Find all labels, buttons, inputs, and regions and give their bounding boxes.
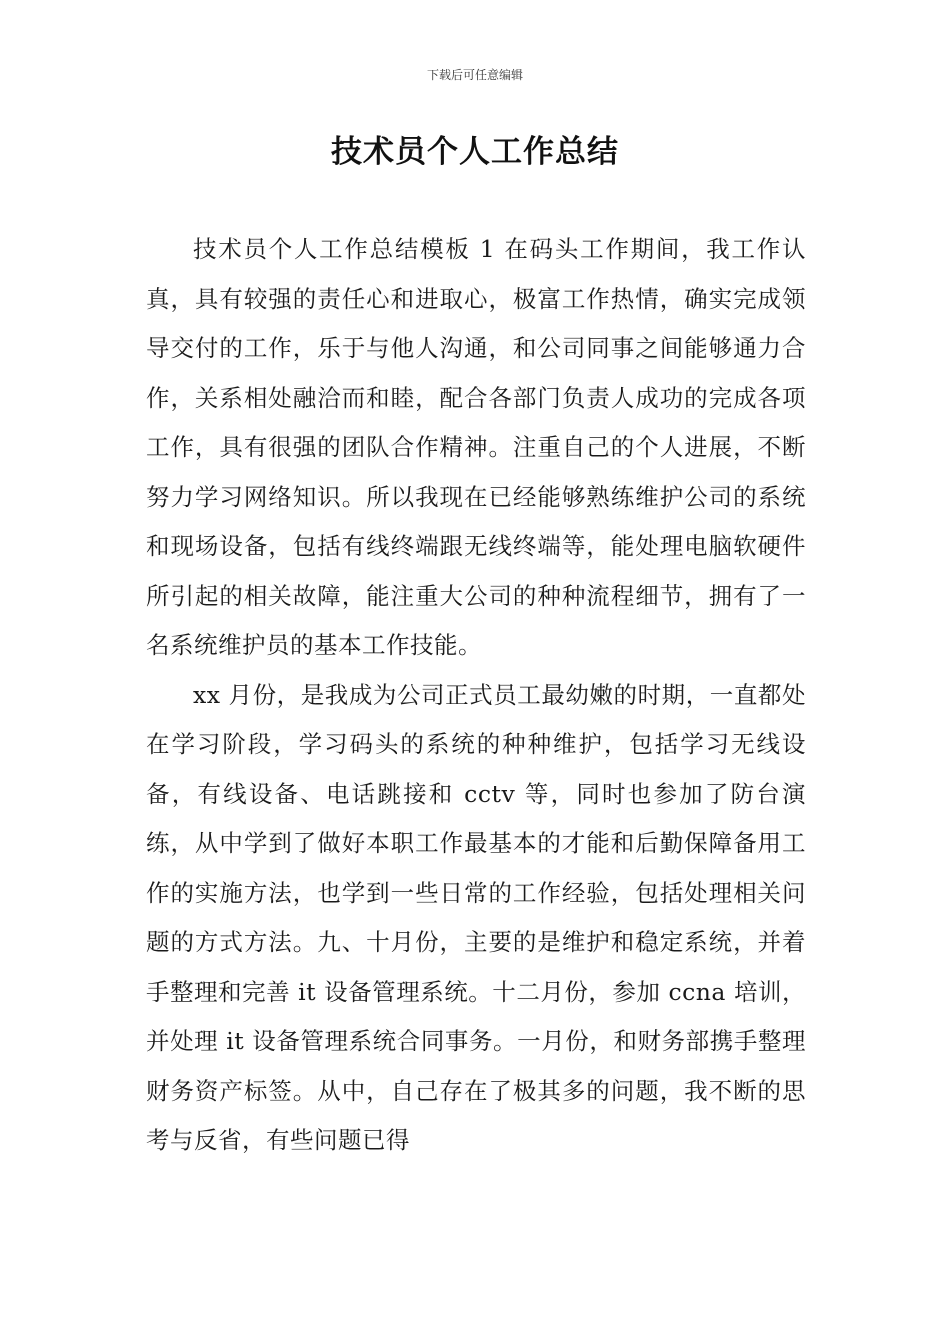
document-title: 技术员个人工作总结 bbox=[331, 134, 619, 170]
paragraph-2: xx 月份，是我成为公司正式员工最幼嫩的时期，一直都处在学习阶段，学习码头的系统的种种维护，包括学习无线设备，有线设备、电话跳接和 cctv 等，同时也参加了防台演练，从中学到了做好本职工作最基本的才能和后勤保障备用工作的实施方法，也学到一些日常的工作经验，包括处理相关问题的方式方法。九、十月份，主要的是维护和稳定系统，并着手整理和完善 it 设备管理系统。十二月份，参加 ccna 培训，并处理 it 设备管理系统合同事务。一月份，和财务部携手整理财务资产标签。从中，自己存在了极其多的问题，我不断的思考与反省，有些问题已得 bbox=[146, 680, 806, 1154]
paragraph-1: 技术员个人工作总结模板 1 在码头工作期间，我工作认真，具有较强的责任心和进取心，极富工作热情，确实完成领导交付的工作，乐于与他人沟通，和公司同事之间能够通力合作，关系相处融洽而和睦，配合各部门负责人成功的完成各项工作，具有很强的团队合作精神。注重自己的个人进展，不断努力学习网络知识。所以我现在已经能够熟练维护公司的系统和现场设备，包括有线终端跟无线终端等，能处理电脑软硬件所引起的相关故障，能注重大公司的种种流程细节，拥有了一名系统维护员的基本工作技能。 bbox=[146, 235, 806, 659]
header-note: 下载后可任意编辑 bbox=[426, 68, 523, 82]
document-body bbox=[146, 225, 806, 1166]
